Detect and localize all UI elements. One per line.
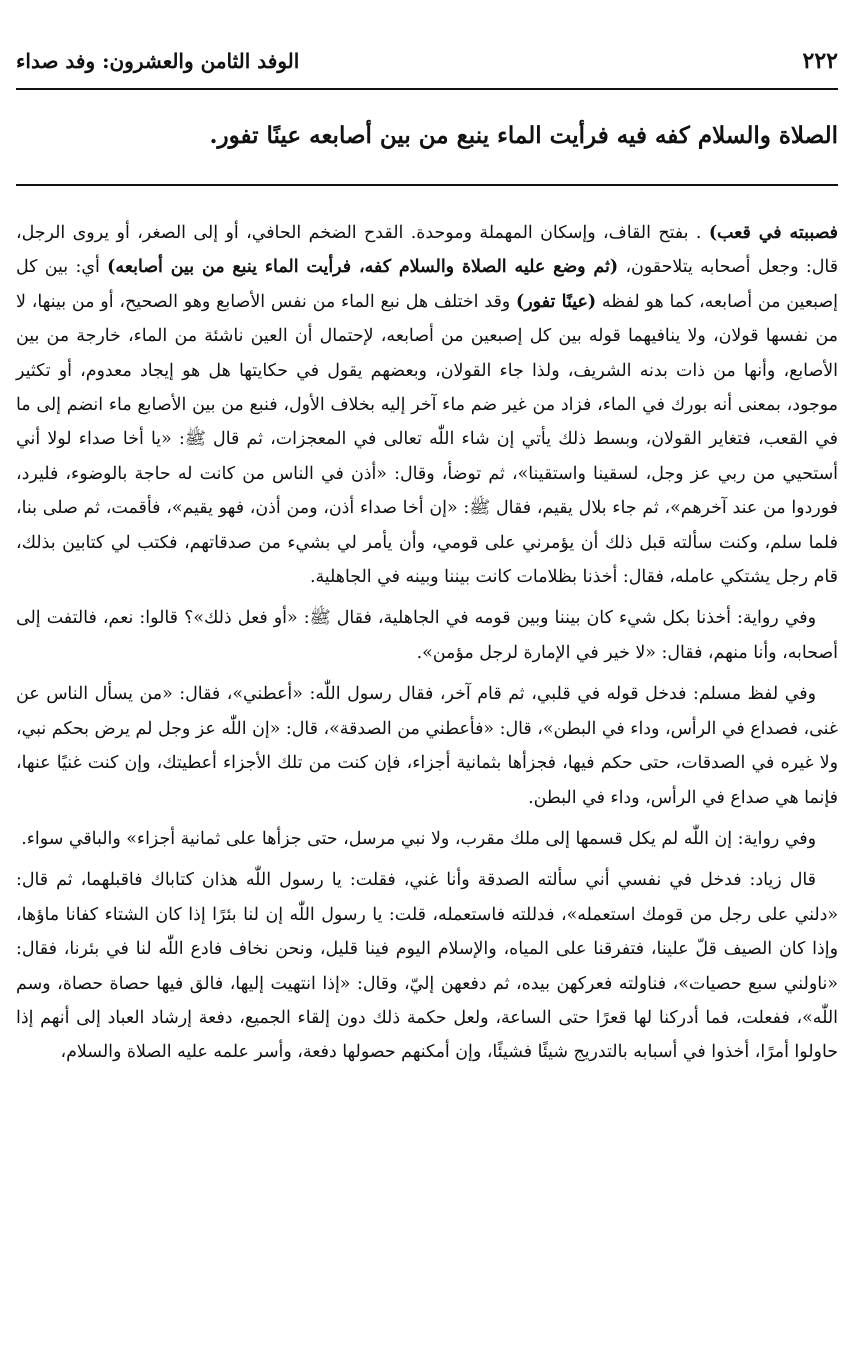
commentary-paragraph-2: وفي رواية: أخذنا بكل شيء كان بيننا وبين قومه في الجاهلية، فقال ﷺ: «أو فعل ذلك»؟ قالوا: نعم، فالتفت إلى أصحابه، وأنا منهم، فقال: «لا خير في الإمارة لرجل مؤمن». [16, 608, 838, 663]
commentary-text: . بفتح القاف، وإسكان المهملة وموحدة. القدح الضخم الحافي، أو إلى الصغر، أو يروى الرجل، قال: وجعل أصحابه يتلاحقون، [16, 223, 839, 278]
commentary [16, 216, 838, 1070]
book-page [16, 48, 838, 1348]
commentary-paragraph-1 [16, 216, 838, 594]
header-rule [16, 88, 838, 90]
chapter-title: الوفد الثامن والعشرون: وفد صداء [16, 49, 300, 73]
page-number: ٢٢٢ [802, 48, 838, 74]
commentary-paragraph-4: وفي رواية: إن اللّٰه لم يكل قسمها إلى ملك مقرب، ولا نبي مرسل، حتى جزأها على ثمانية أجزاء» والباقي سواء. [21, 828, 816, 849]
running-header [16, 48, 838, 88]
commentary-separator [16, 184, 838, 186]
commentary-text: وقد اختلف هل نبع الماء من نفس الأصابع وهو الصحيح، أو من بينها، لا من نفسها قولان، ولا ينافيهما قوله بين كل إصبعين من أصابعه، لإحتمال أن العين ناشئة من الماء، خارجة من بين الأصابع، وأنها من ذات بدنه الشريف، ولذا جاء القولان، وبعضهم يقول في حكايتها هل هو إيجاد معدوم، أو تكثير موجود، بمعنى أنه بورك في الماء، فزاد من غير ضم ماء آخر إليه بخلاف الأول، فنبع من بين الأصابع ماء انضم إلى ما في القعب، فتغاير القولان، وبسط ذلك يأتي إن شاء اللّٰه تعالى في المعجزات، ثم قال ﷺ: «يا أخا صداء لولا أني أستحيي من ربي عز وجل، لسقينا واستقينا»، ثم توضأ، وقال: «أذن في الناس من كانت له حاجة بالوضوء، فليرد، فوردوا من عند آخرهم»، ثم جاء بلال يقيم، فقال ﷺ: «إن أخا صداء أذن، ومن أذن، فهو يقيم»، فأقمت، ثم صلى بنا، فلما سلم، وكنت سألته قبل ذلك أن يؤمرني على قومي، وأن يأمر لي بشيء من صدقاتهم، فكتب لي كتابين بذلك، قام رجل يشتكي عامله، فقال: أخذنا بظلامات كانت بيننا وبينه في الجاهلية. [16, 291, 838, 588]
bold-quote: فصببته في قعب) [708, 223, 839, 243]
commentary-text: أي: بين كل إصبعين من أصابعه، كما هو لفظه [16, 257, 839, 312]
bold-quote: (عينًا تفور) [516, 291, 597, 312]
bold-quote: (ثم وضع عليه الصلاة والسلام كفه، فرأيت الماء ينبع من بين أصابعه) [107, 257, 619, 278]
commentary-paragraph-5: قال زياد: فدخل في نفسي أني سألته الصدقة وأنا غني، فقلت: يا رسول اللّٰه هذان كتاباك فاقبلهما، ثم قال: «دلني على رجل من قومك استعمله»، فدللته فاستعمله، قلت: يا رسول اللّٰه إن لنا بئرًا إذا كان الشتاء كفانا ماؤها، وإذا كان الصيف قلّ علينا، فتفرقنا على المياه، والإسلام اليوم فينا قليل، ونحن نخاف فادع اللّٰه لنا في بئرنا، فقال: «ناولني سبع حصيات»، فناولته فعركهن بيده، ثم دفعهن إليّ، وقال: «إذا انتهيت إليها، فالق فيها حصاة حصاة، وسم اللّٰه»، ففعلت، فما أدركنا لها قعرًا حتى الساعة، ولعل حكمة ذلك دون إلقاء الجميع، دفعة إرشاد العباد إلى أنهم إذا حاولوا أمرًا، أخذوا في أسبابه بالتدريج شيئًا فشيئًا، وإن أمكنهم حصولها دفعة، وأسر علمه عليه الصلاة والسلام، [16, 870, 838, 1063]
main-text: الصلاة والسلام كفه فيه فرأيت الماء ينبع من بين أصابعه عينًا تفور. [209, 122, 838, 149]
commentary-paragraph-3: وفي لفظ مسلم: فدخل قوله في قلبي، ثم قام آخر، فقال رسول اللّٰه: «أعطني»، فقال: «من يسأل الناس عن غنى، فصداع في الرأس، وداء في البطن»، قال: «فأعطني من الصدقة»، قال: «إن اللّٰه عز وجل لم يرض بحكم نبي، ولا غيره في الصدقات، حتى حكم فيها، فجزأها بثمانية أجزاء، فإن كنت من تلك الأجزاء أعطيتك، وإن كنت غنيًا عنها، فإنما هي صداع في الرأس، وداء في البطن. [16, 684, 838, 808]
